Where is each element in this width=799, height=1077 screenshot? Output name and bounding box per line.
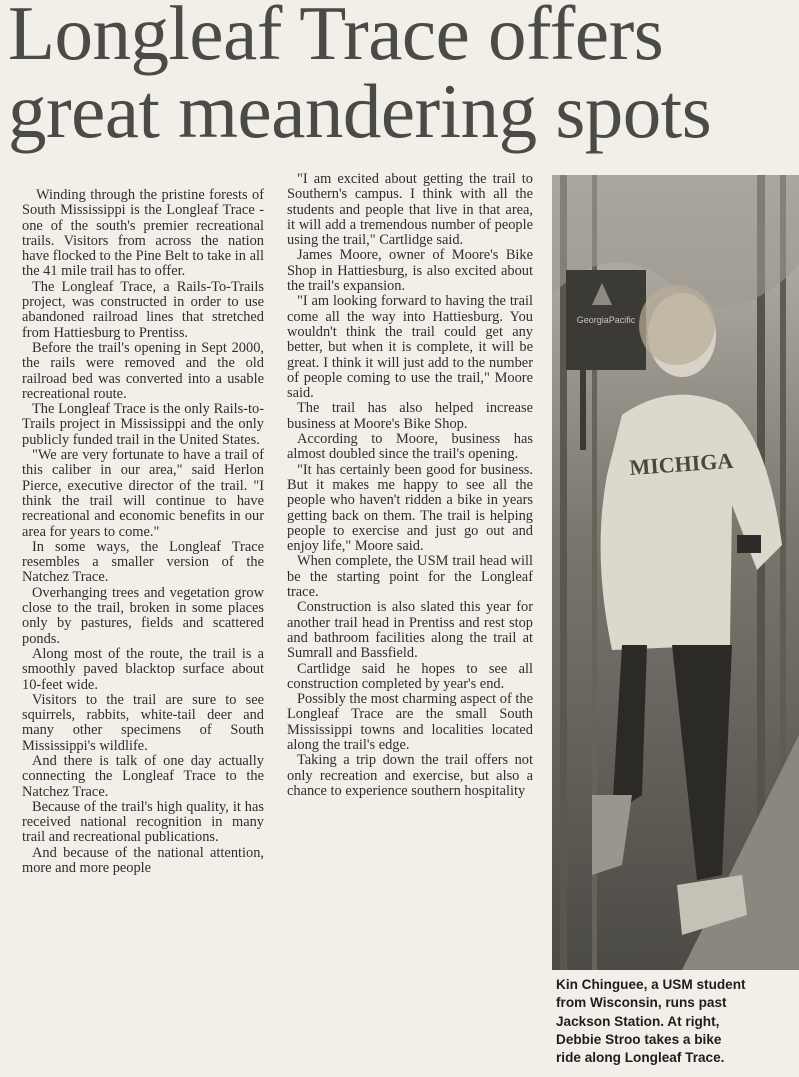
paragraph: When complete, the USM trail head will be the starting point for the Longleaf trace. <box>287 553 533 601</box>
caption-line: from Wisconsin, runs past <box>556 995 727 1011</box>
headline-line-1: Longleaf Trace offers <box>8 0 664 76</box>
paragraph: "I am looking forward to having the trail come all the way into Hattiesburg. You wouldn't think the trail could get any better, but when it is complete, it will be great. I think it will just add to the number of people coming to use the trail," Moore said. <box>287 293 533 402</box>
paragraph: The trail has also helped increase business at Moore's Bike Shop. <box>287 400 533 432</box>
paragraph: "I am excited about getting the trail to Southern's campus. I think with all the students and people that live in that area, it will add a tremendous number of people using the trail," Cartlidge said. <box>287 171 533 249</box>
caption-line: Kin Chinguee, a USM student <box>556 977 746 992</box>
caption-line: Debbie Stroo takes a bike <box>556 1031 722 1047</box>
photo-caption <box>556 976 799 1067</box>
runner-photo-illustration <box>552 175 799 970</box>
sweatshirt-text: MICHIGA <box>628 447 734 480</box>
paragraph: And there is talk of one day actually connecting the Longleaf Trace to the Natchez Trace. <box>22 752 264 800</box>
paragraph: The Longleaf Trace is the only Rails-to-Trails project in Mississippi and the only publicly funded trail in the United States. <box>22 401 264 448</box>
paragraph: Winding through the pristine forests of South Mississippi is the Longleaf Trace - one of the south's premier recreational trails. Visitors from across the nation have flocked to the Pine Belt to take in all the 41 mile trail has to offer. <box>22 187 264 280</box>
paragraph: Possibly the most charming aspect of the Longleaf Trace are the small South Mississippi towns and localities located along the trail's edge. <box>287 691 533 753</box>
article-column-2 <box>287 172 533 799</box>
caption-line: ride along Longleaf Trace. <box>556 1050 725 1066</box>
runner-photo <box>552 175 799 970</box>
paragraph: And because of the national attention, more and more people <box>22 844 264 877</box>
paragraph: James Moore, owner of Moore's Bike Shop in Hattiesburg, is also excited about the trail's expansion. <box>287 247 533 295</box>
paragraph: Because of the trail's high quality, it has received national recognition in many trail and recreational publications. <box>22 798 264 846</box>
paragraph: Before the trail's opening in Sept 2000, the rails were removed and the old railroad bed was converted into a usable recreational route. <box>22 339 264 402</box>
paragraph: Cartlidge said he hopes to see all construction completed by year's end. <box>287 660 533 692</box>
paragraph: Visitors to the trail are sure to see squirrels, rabbits, white-tail deer and many other specimens of South Mississippi's wildlife. <box>22 691 264 754</box>
paragraph: "It has certainly been good for business. But it makes me happy to see all the people who haven't ridden a bike in years getting back on them. The trail is helping people to exercise and just go out and enjoy life," Moore said. <box>287 461 533 555</box>
paragraph: According to Moore, business has almost doubled since the trail's opening. <box>287 431 533 463</box>
paragraph: Taking a trip down the trail offers not only recreation and exercise, but also a chance to experience southern hospitality <box>287 752 533 799</box>
paragraph: Construction is also slated this year for another trail head in Prentiss and rest stop and bathroom facilities along the trail at Sumrall and Bassfield. <box>287 599 533 662</box>
headline-line-2: great meandering spots <box>8 68 712 154</box>
article-column-1 <box>22 172 264 876</box>
caption-line: Jackson Station. At right, <box>556 1013 720 1029</box>
paragraph: In some ways, the Longleaf Trace resembles a smaller version of the Natchez Trace. <box>22 538 264 586</box>
paragraph: Overhanging trees and vegetation grow close to the trail, broken in some places only by pastures, fields and scattered ponds. <box>22 584 264 647</box>
paragraph: Along most of the route, the trail is a smoothly paved blacktop surface about 10-feet wide. <box>22 645 264 693</box>
headline <box>8 0 799 154</box>
paragraph: The Longleaf Trace, a Rails-To-Trails project, was constructed in order to use abandoned railroad lines that stretched from Hattiesburg to Prentiss. <box>22 278 264 341</box>
paragraph: "We are very fortunate to have a trail of this caliber in our area," said Herlon Pierce, executive director of the trail. "I think the trail will continue to have recreational and economic benefits in our area for years to come." <box>22 447 264 540</box>
sign-label: GeorgiaPacific <box>576 315 636 325</box>
